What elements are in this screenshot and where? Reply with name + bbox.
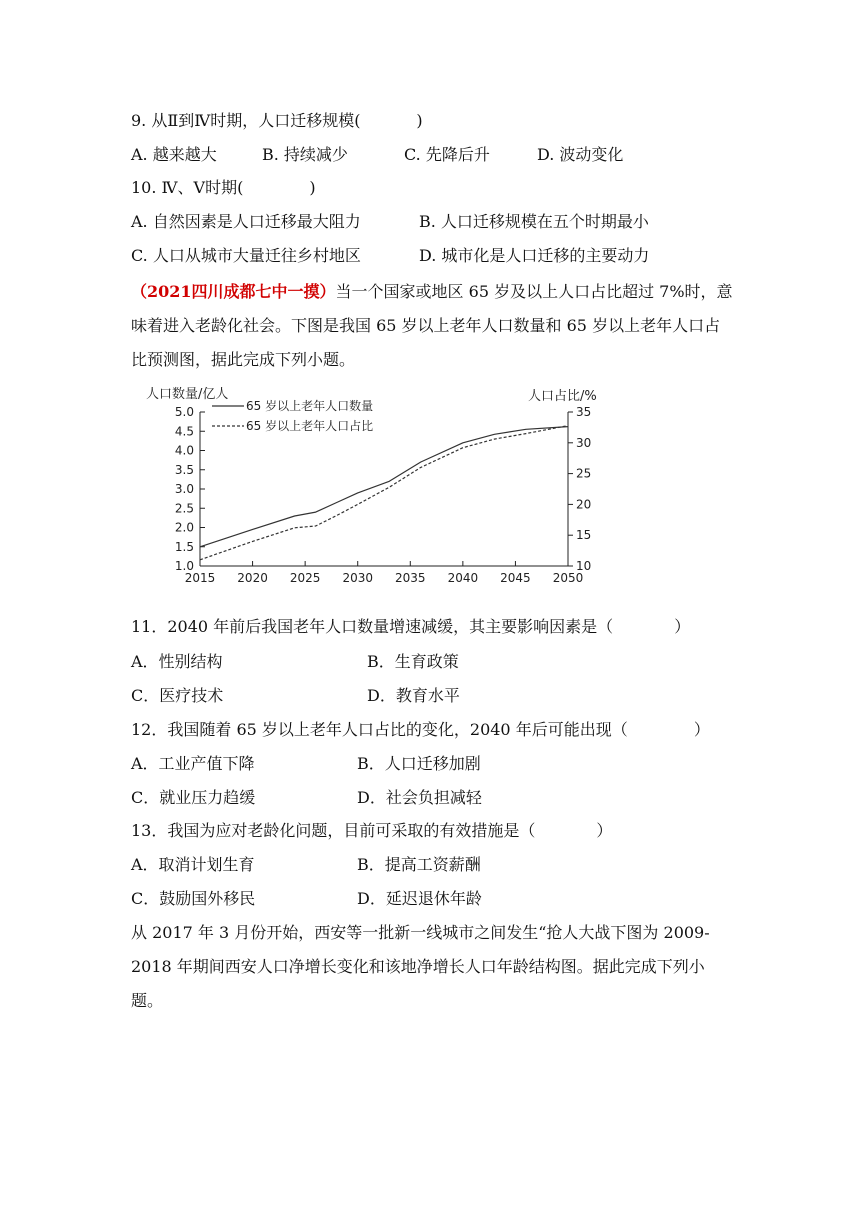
q11-option-a: A．性别结构 bbox=[131, 652, 223, 671]
q9-option-b: B. 持续减少 bbox=[262, 145, 348, 164]
series-line-1 bbox=[200, 427, 568, 547]
y-left-tick-label: 3.5 bbox=[174, 462, 194, 477]
y-left-tick-label: 1.0 bbox=[174, 559, 194, 573]
q13-option-c: C．鼓励国外移民 bbox=[131, 889, 256, 908]
q10-option-b: B. 人口迁移规模在五个时期最小 bbox=[419, 212, 649, 231]
q10-option-c: C. 人口从城市大量迁往乡村地区 bbox=[131, 246, 361, 265]
y-axis-right-label: 人口占比/% bbox=[528, 389, 597, 404]
x-tick-label: 2015 bbox=[184, 571, 216, 585]
q11-option-c: C．医疗技术 bbox=[131, 686, 224, 705]
q11-option-b: B．生育政策 bbox=[367, 652, 459, 671]
source-tag: （2021四川成都七中一摸） bbox=[131, 282, 336, 301]
legend-label-1: 65 岁以上老年人口数量 bbox=[246, 399, 374, 413]
q12-option-c: C．就业压力趋缓 bbox=[131, 788, 256, 807]
y-right-tick-label: 20 bbox=[576, 497, 592, 512]
x-tick-label: 2025 bbox=[289, 571, 321, 585]
y-right-tick-label: 15 bbox=[576, 528, 592, 543]
x-tick-label: 2020 bbox=[237, 571, 268, 585]
intro-paragraph-2: 从 2017 年 3 月份开始，西安等一批新一线城市之间发生“抢人大战下图为 2009-2018 年期间西安人口净增长变化和该地净增长人口年龄结构图。据此完成下列小题。 bbox=[131, 923, 710, 1010]
q11-option-d: D．教育水平 bbox=[367, 686, 460, 705]
x-tick-label: 2045 bbox=[500, 571, 531, 585]
y-left-tick-label: 3.0 bbox=[174, 482, 194, 496]
y-left-tick-label: 1.5 bbox=[174, 539, 194, 554]
q12-option-b: B．人口迁移加剧 bbox=[357, 754, 481, 773]
q13-option-d: D．延迟退休年龄 bbox=[357, 889, 482, 908]
y-axis-left-label: 人口数量/亿人 bbox=[146, 387, 229, 402]
q10-option-d: D. 城市化是人口迁移的主要动力 bbox=[419, 246, 650, 265]
q12-option-d: D．社会负担减轻 bbox=[357, 788, 482, 807]
y-right-tick-label: 30 bbox=[576, 435, 592, 450]
q9-option-c: C. 先降后升 bbox=[404, 145, 490, 164]
x-tick-label: 2030 bbox=[342, 571, 373, 585]
y-left-tick-label: 2.5 bbox=[174, 501, 194, 516]
q9-option-a: A. 越来越大 bbox=[131, 145, 217, 164]
q12-stem: 12．我国随着 65 岁以上老年人口占比的变化，2040 年后可能出现（ ） bbox=[131, 720, 710, 739]
q12-option-a: A．工业产值下降 bbox=[131, 754, 255, 773]
q13-option-a: A．取消计划生育 bbox=[131, 855, 255, 874]
y-right-tick-label: 25 bbox=[576, 466, 592, 481]
series-line-2 bbox=[200, 426, 568, 560]
q9-option-d: D. 波动变化 bbox=[537, 145, 624, 164]
q13-stem: 13．我国为应对老龄化问题，目前可采取的有效措施是（ ） bbox=[131, 821, 613, 840]
q13-option-b: B．提高工资薪酬 bbox=[357, 855, 481, 874]
q10-option-a: A. 自然因素是人口迁移最大阻力 bbox=[131, 212, 361, 231]
aging-chart bbox=[140, 380, 620, 592]
x-tick-label: 2040 bbox=[447, 571, 479, 585]
y-left-tick-label: 4.0 bbox=[174, 443, 194, 458]
x-tick-label: 2050 bbox=[552, 571, 584, 585]
q11-stem: 11．2040 年前后我国老年人口数量增速减缓，其主要影响因素是（ ） bbox=[131, 617, 691, 636]
legend-label-2: 65 岁以上老年人口占比 bbox=[246, 419, 374, 433]
y-right-tick-label: 35 bbox=[576, 405, 592, 419]
intro-text: 当一个国家或地区 65 岁及以上人口占比超过 7%时，意味着进入老龄化社会。下图是我国 65 岁以上老年人口数量和 65 岁以上老年人口占比预测图，据此完成下列小题。 bbox=[131, 282, 733, 369]
y-left-tick-label: 5.0 bbox=[174, 405, 194, 419]
y-right-tick-label: 10 bbox=[576, 559, 592, 573]
intro-paragraph-1 bbox=[131, 275, 735, 377]
y-left-tick-label: 4.5 bbox=[174, 424, 194, 439]
y-left-tick-label: 2.0 bbox=[174, 520, 194, 535]
q10-stem: 10. Ⅳ、Ⅴ时期( ) bbox=[131, 178, 316, 197]
q9-stem: 9. 从Ⅱ到Ⅳ时期，人口迁移规模( ) bbox=[131, 111, 423, 130]
x-tick-label: 2035 bbox=[395, 571, 426, 585]
